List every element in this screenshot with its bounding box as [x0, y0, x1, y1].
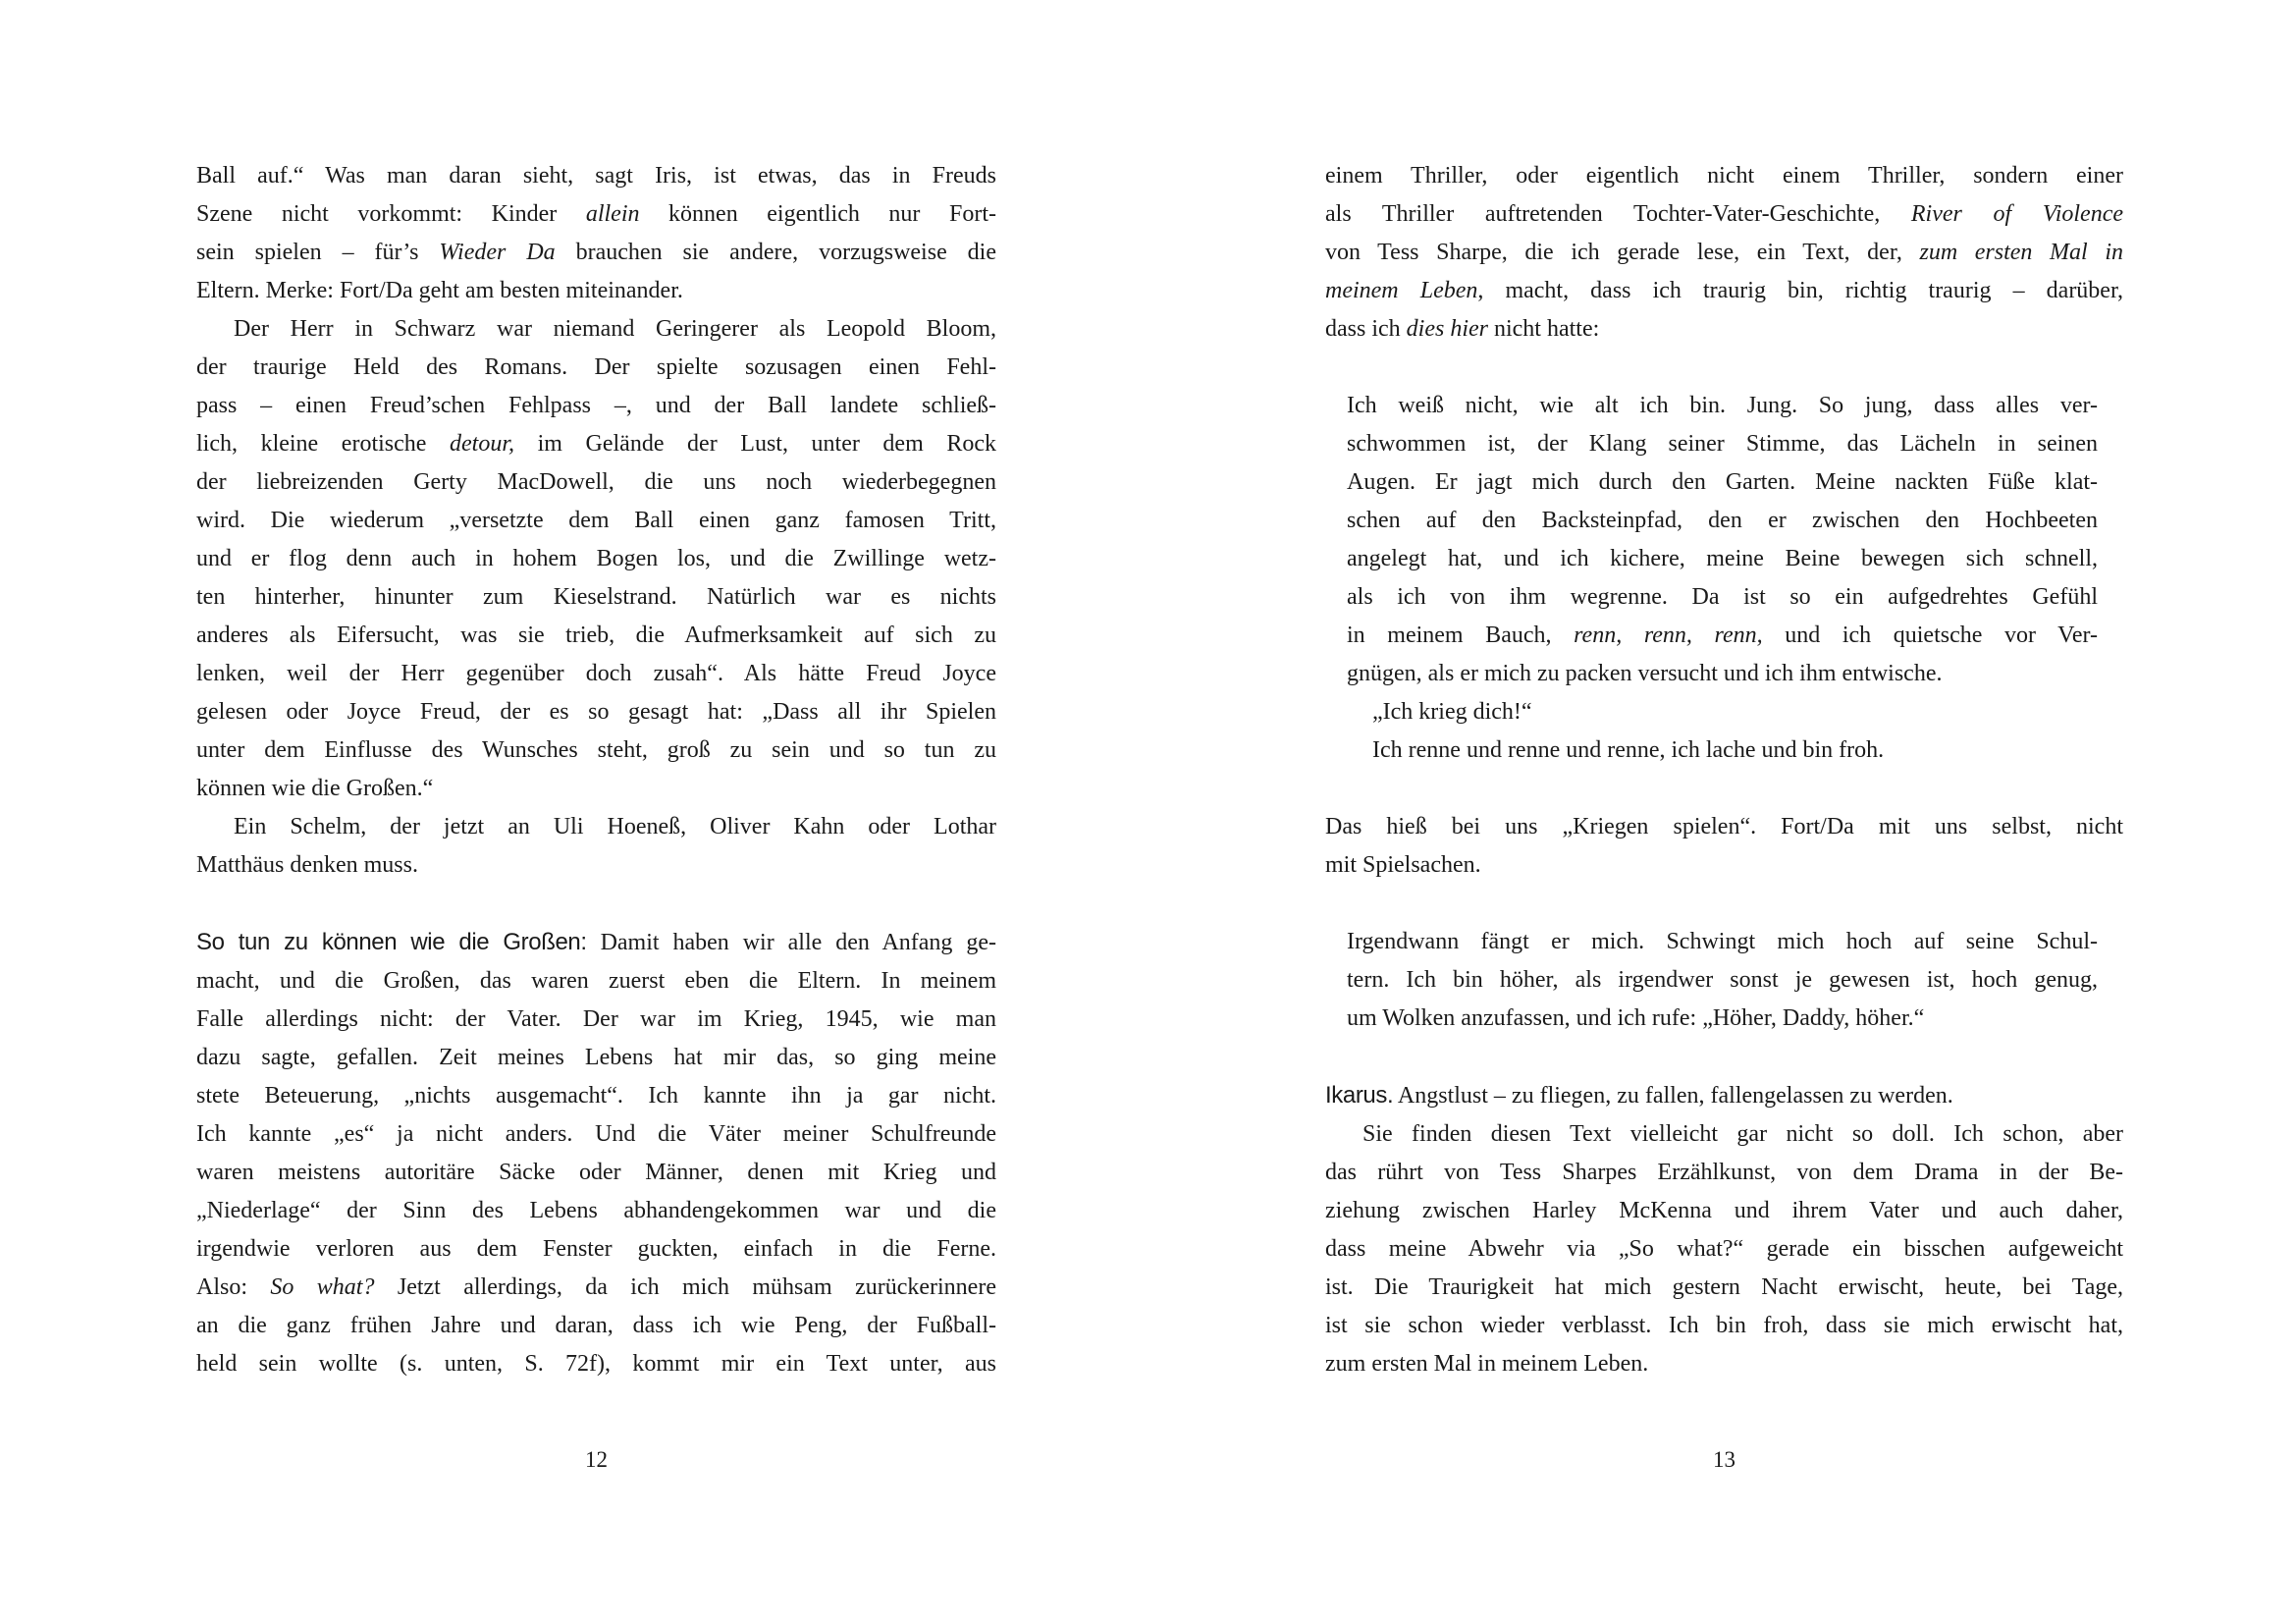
text-line — [196, 1115, 996, 1154]
text-line — [196, 349, 996, 387]
text-line — [1325, 1230, 2123, 1269]
italic-text: Wieder Da — [439, 240, 556, 265]
italic-text: zum ersten Mal in — [1919, 240, 2123, 265]
body-text: können wie die Großen.“ — [196, 776, 434, 801]
text-line — [1347, 463, 2098, 502]
text-line — [196, 463, 996, 502]
body-text: „Niederlage“ der Sinn des Lebens abhandengekommen war und die — [196, 1198, 996, 1223]
text-line — [196, 425, 996, 463]
body-text: dass meine Abwehr via „So what?“ gerade ein bisschen aufgeweicht — [1325, 1236, 2123, 1262]
body-text: ist. Die Traurigkeit hat mich gestern Nacht erwischt, heute, bei Tage, — [1325, 1274, 2123, 1300]
quote-block — [1325, 387, 2123, 770]
body-text: Falle allerdings nicht: der Vater. Der war im Krieg, 1945, wie man — [196, 1006, 996, 1032]
text-line — [1325, 1345, 2123, 1383]
body-text: einem Thriller, oder eigentlich nicht einem Thriller, sondern einer — [1325, 163, 2123, 189]
body-text: als Thriller auftretenden Tochter-Vater-Geschichte, — [1325, 201, 1911, 227]
text-line — [1325, 310, 2123, 349]
text-line — [1347, 731, 2098, 770]
body-text: Jetzt allerdings, da ich mich mühsam zurückerinnere — [374, 1274, 996, 1300]
text-line — [196, 1269, 996, 1307]
text-line — [196, 1039, 996, 1077]
body-text: „Ich krieg dich!“ — [1372, 699, 1532, 725]
text-line — [196, 1154, 996, 1192]
quote-block — [1325, 923, 2123, 1038]
body-text: gelesen oder Joyce Freud, der es so gesagt hat: „Dass all ihr Spielen — [196, 699, 996, 725]
body-text: stete Beteuerung, „nichts ausgemacht“. Ich kannte ihn ja gar nicht. — [196, 1083, 996, 1109]
text-line — [196, 693, 996, 731]
body-text: anderes als Eifersucht, was sie trieb, die Aufmerksamkeit auf sich zu — [196, 623, 996, 648]
body-text: unter dem Einflusse des Wunsches steht, groß zu sein und so tun zu — [196, 737, 996, 763]
body-text: Eltern. Merke: Fort/Da geht am besten miteinander. — [196, 278, 683, 303]
body-text: irgendwie verloren aus dem Fenster guckten, einfach in die Ferne. — [196, 1236, 996, 1262]
italic-text: dies hier — [1406, 316, 1488, 342]
run-in-heading: So tun zu können wie die Großen: — [196, 929, 587, 955]
text-line — [196, 578, 996, 617]
paragraph-block — [1325, 808, 2123, 885]
text-line — [1347, 540, 2098, 578]
body-text: Ich kannte „es“ ja nicht anders. Und die Väter meiner Schulfreunde — [196, 1121, 996, 1147]
text-line — [1325, 846, 2123, 885]
text-line — [196, 923, 996, 962]
body-text: und er flog denn auch in hohem Bogen los, und die Zwillinge wetz- — [196, 546, 996, 571]
body-text: pass – einen Freud’schen Fehlpass –, und der Ball landete schließ- — [196, 393, 996, 418]
text-line — [1347, 578, 2098, 617]
body-text: das rührt von Tess Sharpes Erzählkunst, von dem Drama in der Be- — [1325, 1160, 2123, 1185]
text-line — [196, 540, 996, 578]
paragraph-block — [196, 157, 996, 885]
body-text: waren meistens autoritäre Säcke oder Männer, denen mit Krieg und — [196, 1160, 996, 1185]
page-13-number: 13 — [1713, 1447, 1735, 1472]
body-text: Angstlust – zu fliegen, zu fallen, fallengelassen zu werden. — [1393, 1083, 1953, 1109]
text-line — [1325, 157, 2123, 195]
body-text: Der Herr in Schwarz war niemand Geringerer als Leopold Bloom, — [234, 316, 996, 342]
body-text: schen auf den Backsteinpfad, den er zwischen den Hochbeeten — [1347, 508, 2098, 533]
italic-text: allein — [585, 201, 640, 227]
paragraph-block — [196, 923, 996, 1383]
text-line — [1325, 808, 2123, 846]
text-line — [1325, 1115, 2123, 1154]
body-text: an die ganz frühen Jahre und daran, dass ich wie Peng, der Fußball- — [196, 1313, 996, 1338]
text-line — [196, 617, 996, 655]
text-line — [196, 1307, 996, 1345]
page-12-text-block — [196, 157, 996, 1383]
text-line — [1325, 272, 2123, 310]
body-text: Damit haben wir alle den Anfang ge- — [586, 930, 996, 955]
body-text: Ich weiß nicht, wie alt ich bin. Jung. So jung, dass alles ver- — [1347, 393, 2098, 418]
text-line — [1325, 1307, 2123, 1345]
body-text: mit Spielsachen. — [1325, 852, 1481, 878]
body-text: in meinem Bauch, — [1347, 623, 1575, 648]
text-line — [196, 655, 996, 693]
text-line — [196, 502, 996, 540]
text-line — [196, 157, 996, 195]
text-line — [1347, 655, 2098, 693]
text-line — [196, 234, 996, 272]
body-text: zum ersten Mal in meinem Leben. — [1325, 1351, 1649, 1377]
text-line — [1347, 923, 2098, 961]
body-text: Ball auf.“ Was man daran sieht, sagt Iris, ist etwas, das in Freuds — [196, 163, 996, 189]
body-text: dazu sagte, gefallen. Zeit meines Lebens hat mir das, so ging meine — [196, 1045, 996, 1070]
text-line — [196, 770, 996, 808]
body-text: angelegt hat, und ich kichere, meine Beine bewegen sich schnell, — [1347, 546, 2098, 571]
italic-text: detour, — [450, 431, 515, 457]
body-text: held sein wollte (s. unten, S. 72f), kommt mir ein Text unter, aus — [196, 1351, 996, 1377]
body-text: ist sie schon wieder verblasst. Ich bin froh, dass sie mich erwischt hat, — [1325, 1313, 2123, 1338]
body-text: ziehung zwischen Harley McKenna und ihrem Vater und auch daher, — [1325, 1198, 2123, 1223]
body-text: Also: — [196, 1274, 271, 1300]
text-line — [1325, 1076, 2123, 1115]
body-text: brauchen sie andere, vorzugsweise die — [555, 240, 997, 265]
text-line — [196, 1345, 996, 1383]
body-text: Ein Schelm, der jetzt an Uli Hoeneß, Oliver Kahn oder Lothar — [234, 814, 996, 839]
text-line — [196, 808, 996, 846]
body-text: um Wolken anzufassen, und ich rufe: „Höher, Daddy, höher.“ — [1347, 1005, 1925, 1031]
italic-text: River of Violence — [1910, 201, 2123, 227]
text-line — [1325, 1269, 2123, 1307]
body-text: der traurige Held des Romans. Der spielte sozusagen einen Fehl- — [196, 354, 996, 380]
body-text: und ich quietsche vor Ver- — [1762, 623, 2098, 648]
text-line — [196, 310, 996, 349]
body-text: ten hinterher, hinunter zum Kieselstrand. Natürlich war es nichts — [196, 584, 996, 610]
body-text: können eigentlich nur Fort- — [639, 201, 996, 227]
text-line — [1347, 617, 2098, 655]
text-line — [196, 731, 996, 770]
body-text: schwommen ist, der Klang seiner Stimme, das Lächeln in seinen — [1347, 431, 2098, 457]
body-text: nicht hatte: — [1487, 316, 1600, 342]
body-text: macht, und die Großen, das waren zuerst eben die Eltern. In meinem — [196, 968, 996, 994]
body-text: Sie finden diesen Text vielleicht gar nicht so doll. Ich schon, aber — [1362, 1121, 2123, 1147]
body-text: wird. Die wiederum „versetzte dem Ball einen ganz famosen Tritt, — [196, 508, 996, 533]
body-text: Das hieß bei uns „Kriegen spielen“. Fort/Da mit uns selbst, nicht — [1325, 814, 2123, 839]
page-12-number: 12 — [585, 1447, 608, 1472]
run-in-heading: Ikarus. — [1325, 1082, 1394, 1109]
text-line — [1325, 1154, 2123, 1192]
body-text: Matthäus denken muss. — [196, 852, 418, 878]
text-line — [1347, 425, 2098, 463]
body-text: im Gelände der Lust, unter dem Rock — [514, 431, 996, 457]
body-text: lich, kleine erotische — [196, 431, 451, 457]
text-line — [1347, 387, 2098, 425]
paragraph-block — [1325, 1076, 2123, 1383]
text-line — [196, 1001, 996, 1039]
text-line — [196, 846, 996, 885]
body-text: gnügen, als er mich zu packen versucht und ich ihm entwische. — [1347, 661, 1943, 686]
body-text: sein spielen – für’s — [196, 240, 440, 265]
text-line — [1347, 502, 2098, 540]
text-line — [196, 272, 996, 310]
body-text: Ich renne und renne und renne, ich lache und bin froh. — [1372, 737, 1885, 763]
body-text: der liebreizenden Gerty MacDowell, die uns noch wiederbegegnen — [196, 469, 996, 495]
body-text: von Tess Sharpe, die ich gerade lese, ein Text, der, — [1325, 240, 1920, 265]
text-line — [196, 962, 996, 1001]
body-text: lenken, weil der Herr gegenüber doch zusah“. Als hätte Freud Joyce — [196, 661, 996, 686]
text-line — [196, 195, 996, 234]
body-text: Szene nicht vorkommt: Kinder — [196, 201, 586, 227]
italic-text: meinem Leben — [1325, 278, 1478, 303]
page-13-text-block — [1325, 157, 2123, 1383]
text-line — [1347, 961, 2098, 1000]
italic-text: So what? — [270, 1274, 375, 1300]
text-line — [196, 1192, 996, 1230]
paragraph-block — [1325, 157, 2123, 349]
text-line — [196, 387, 996, 425]
body-text: tern. Ich bin höher, als irgendwer sonst je gewesen ist, hoch genug, — [1347, 967, 2098, 993]
text-line — [196, 1230, 996, 1269]
text-line — [196, 1077, 996, 1115]
text-line — [1325, 1192, 2123, 1230]
body-text: Irgendwann fängt er mich. Schwingt mich hoch auf seine Schul- — [1347, 929, 2098, 954]
text-line — [1347, 693, 2098, 731]
text-line — [1325, 234, 2123, 272]
text-line — [1347, 1000, 2098, 1038]
body-text: als ich von ihm wegrenne. Da ist so ein aufgedrehtes Gefühl — [1347, 584, 2098, 610]
body-text: dass ich — [1325, 316, 1407, 342]
body-text: , macht, dass ich traurig bin, richtig traurig – darüber, — [1477, 278, 2123, 303]
body-text: Augen. Er jagt mich durch den Garten. Meine nackten Füße klat- — [1347, 469, 2098, 495]
italic-text: renn, renn, renn, — [1574, 623, 1763, 648]
text-line — [1325, 195, 2123, 234]
